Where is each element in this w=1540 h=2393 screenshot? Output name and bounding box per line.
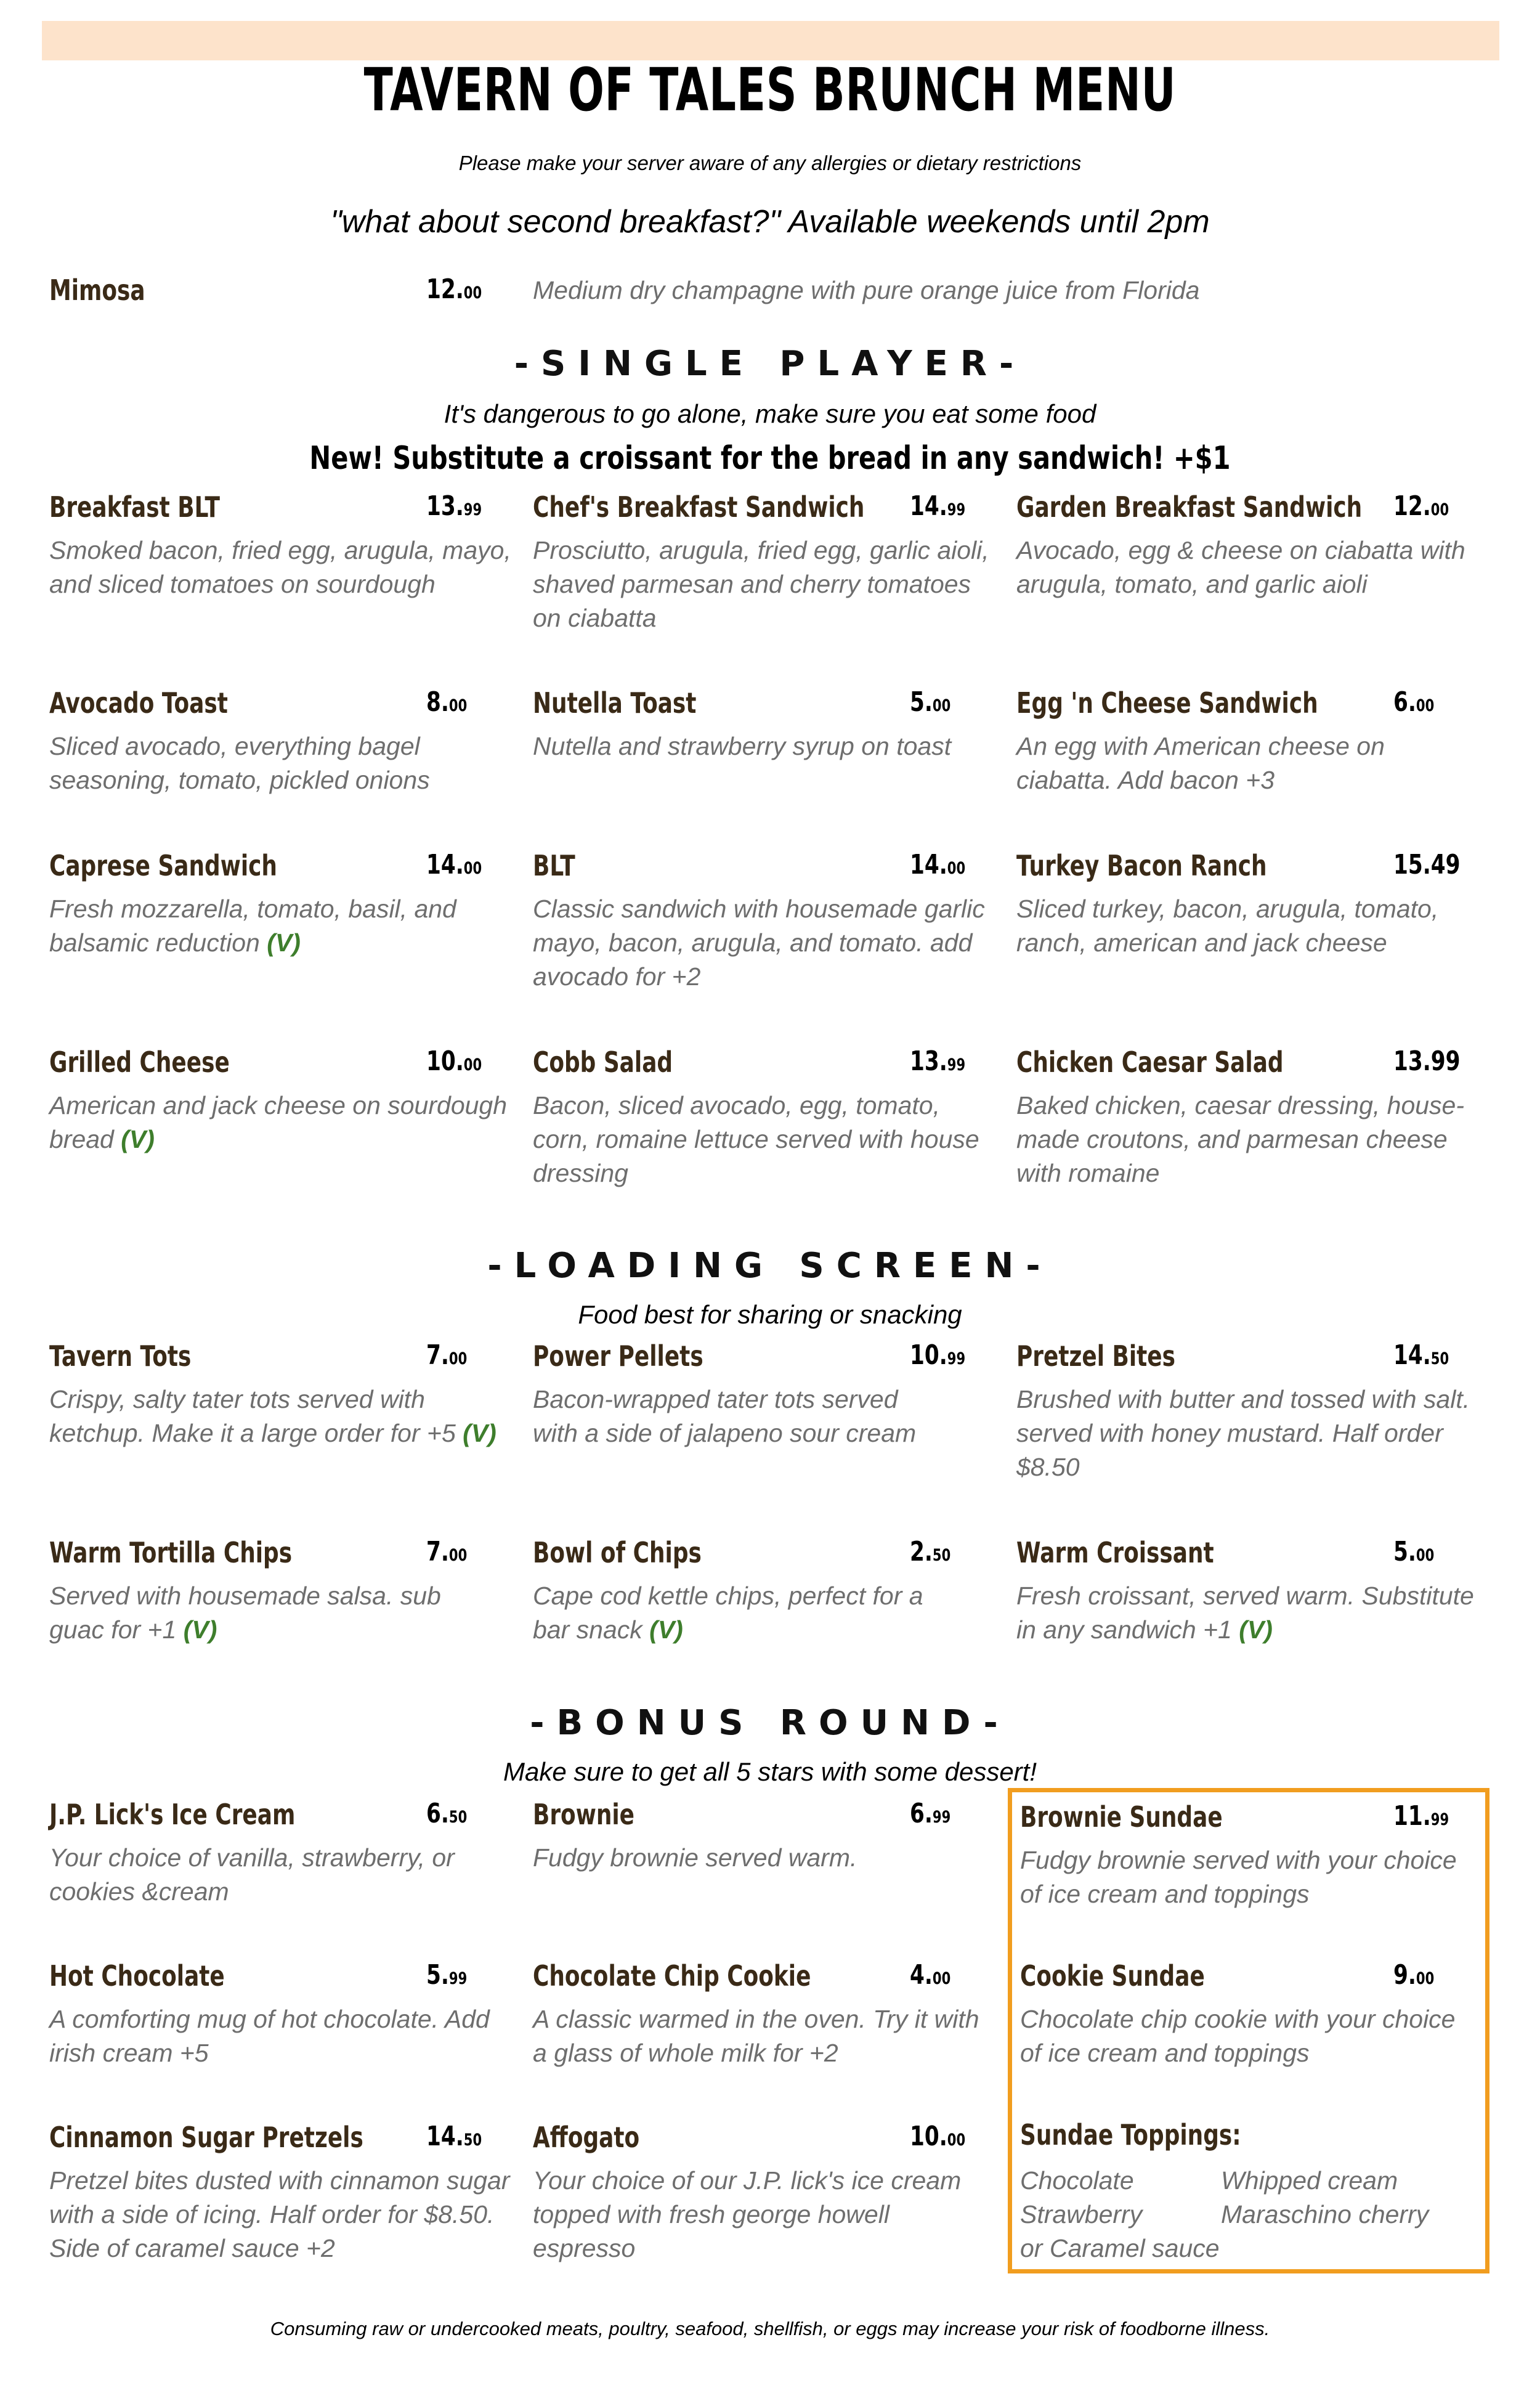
item-name: Nutella Toast (533, 686, 697, 720)
item-description: Crispy, salty tater tots served with ketchup. Make it a large order for +5 (V) (49, 1385, 496, 1447)
item-price: 14.50 (1393, 1339, 1449, 1371)
vegetarian-badge: (V) (649, 1615, 683, 1644)
item-price: 6.00 (1393, 686, 1435, 718)
item-name: Tavern Tots (49, 1339, 192, 1373)
item-description: Cape cod kettle chips, perfect for a bar snack (V) (533, 1582, 923, 1644)
vegetarian-badge: (V) (121, 1125, 155, 1153)
item-price: 5.00 (910, 686, 951, 718)
item-name: Bowl of Chips (533, 1536, 702, 1569)
item-description: Fudgy brownie served warm. (533, 1843, 857, 1872)
item-name: Mimosa (49, 274, 145, 307)
item-description: An egg with American cheese on ciabatta. Add bacon +3 (1016, 732, 1385, 794)
item-name: Chicken Caesar Salad (1016, 1046, 1284, 1079)
item-description: Brushed with butter and tossed with salt. served with honey mustard. Half order $8.50 (1016, 1385, 1470, 1481)
item-name: Egg 'n Cheese Sandwich (1016, 686, 1318, 720)
item-price: 10.00 (910, 2121, 966, 2152)
item-description: Served with housemade salsa. sub guac for +1 (V) (49, 1582, 441, 1644)
item-name: Warm Tortilla Chips (49, 1536, 293, 1569)
item-price: 2.50 (910, 1536, 951, 1567)
item-name: Caprese Sandwich (49, 849, 277, 882)
item-description: Sliced turkey, bacon, arugula, tomato, ranch, american and jack cheese (1016, 895, 1439, 957)
item-description: Avocado, egg & cheese on ciabatta with arugula, tomato, and garlic aioli (1016, 536, 1465, 598)
item-price: 5.99 (426, 1959, 468, 1991)
item-price: 4.00 (910, 1959, 951, 1991)
second-breakfast-note: "what about second breakfast?" Available weekends until 2pm (330, 204, 1210, 240)
item-price: 12.00 (426, 274, 482, 305)
item-name: Garden Breakfast Sandwich (1016, 490, 1363, 524)
foodborne-illness-warning: Consuming raw or undercooked meats, poultry, seafood, shellfish, or eggs may increase your risk of foodborne illness. (270, 2318, 1270, 2339)
item-description: Classic sandwich with housemade garlic mayo, bacon, arugula, and tomato. add avocado for +2 (533, 895, 985, 991)
vegetarian-badge: (V) (463, 1419, 496, 1447)
item-price: 14.50 (426, 2121, 482, 2152)
item-description: Pretzel bites dusted with cinnamon sugar with a side of icing. Half order for $8.50. Side of caramel sauce +2 (49, 2166, 510, 2262)
header-banner (42, 21, 1499, 60)
topping-item: Chocolate (1020, 2166, 1134, 2195)
topping-item: Whipped cream (1221, 2166, 1398, 2195)
item-description: Fresh croissant, served warm. Substitute in any sandwich +1 (V) (1016, 1582, 1474, 1644)
item-description: Smoked bacon, fried egg, arugula, mayo, and sliced tomatoes on sourdough (49, 536, 511, 598)
vegetarian-badge: (V) (183, 1615, 217, 1644)
item-name: Warm Croissant (1016, 1536, 1214, 1569)
item-price: 14.00 (426, 849, 482, 880)
item-price: 10.00 (426, 1046, 482, 1077)
section-heading-bonus-round: -BONUS ROUND- (530, 1703, 1010, 1743)
item-price: 5.00 (1393, 1536, 1435, 1567)
item-price: 8.00 (426, 686, 468, 718)
item-name: Brownie Sundae (1020, 1800, 1223, 1834)
menu-title: TAVERN OF TALES BRUNCH MENU (363, 55, 1177, 124)
item-price: 15.49 (1393, 849, 1461, 880)
item-name: Chocolate Chip Cookie (533, 1959, 811, 1993)
item-price: 9.00 (1393, 1959, 1435, 1991)
item-name: Cinnamon Sugar Pretzels (49, 2121, 363, 2154)
item-price: 12.00 (1393, 490, 1449, 522)
topping-item: Maraschino cherry (1221, 2200, 1429, 2228)
item-name: Turkey Bacon Ranch (1016, 849, 1267, 882)
croissant-promo: New! Substitute a croissant for the bread in any sandwich! +$1 (309, 440, 1231, 477)
item-description: Sliced avocado, everything bagel seasoning, tomato, pickled onions (49, 732, 430, 794)
item-price: 14.99 (910, 490, 966, 522)
item-description: Bacon-wrapped tater tots served with a side of jalapeno sour cream (533, 1385, 917, 1447)
item-name: Power Pellets (533, 1339, 703, 1373)
item-description: Fresh mozzarella, tomato, basil, and balsamic reduction (V) (49, 895, 456, 957)
item-name: Brownie (533, 1798, 635, 1831)
item-price: 10.99 (910, 1339, 966, 1371)
section-subtitle-loading-screen: Food best for sharing or snacking (578, 1300, 962, 1329)
topping-item: Strawberry (1020, 2200, 1143, 2228)
vegetarian-badge: (V) (267, 928, 301, 957)
section-heading-loading-screen: -LOADING SCREEN- (487, 1246, 1053, 1286)
item-name: Affogato (533, 2121, 640, 2154)
item-description: American and jack cheese on sourdough bread (V) (49, 1091, 508, 1153)
item-price: 14.00 (910, 849, 966, 880)
item-description: Your choice of our J.P. lick's ice cream topped with fresh george howell espresso (533, 2166, 962, 2262)
item-price: 11.99 (1393, 1800, 1449, 1832)
item-description: A comforting mug of hot chocolate. Add irish cream +5 (49, 2005, 490, 2067)
item-price: 7.00 (426, 1339, 468, 1371)
topping-item: or Caramel sauce (1020, 2234, 1220, 2262)
item-description: Baked chicken, caesar dressing, house-made croutons, and parmesan cheese with romaine (1016, 1091, 1465, 1187)
item-name: Chef's Breakfast Sandwich (533, 490, 865, 524)
sundae-toppings-heading: Sundae Toppings: (1020, 2118, 1241, 2151)
item-price: 6.50 (426, 1798, 468, 1829)
vegetarian-badge: (V) (1239, 1615, 1273, 1644)
section-subtitle-single-player: It's dangerous to go alone, make sure you eat some food (444, 399, 1096, 428)
item-name: Avocado Toast (49, 686, 228, 720)
item-description: Medium dry champagne with pure orange juice from Florida (533, 276, 1200, 304)
item-description: Prosciutto, arugula, fried egg, garlic aioli, shaved parmesan and cherry tomatoes on ciabatta (533, 536, 989, 632)
item-name: Grilled Cheese (49, 1046, 230, 1079)
item-name: J.P. Lick's Ice Cream (49, 1798, 296, 1831)
item-price: 13.99 (1393, 1046, 1461, 1077)
item-name: Cookie Sundae (1020, 1959, 1205, 1993)
item-name: Hot Chocolate (49, 1959, 225, 1993)
item-description: Bacon, sliced avocado, egg, tomato, corn, romaine lettuce served with house dressing (533, 1091, 979, 1187)
item-name: Pretzel Bites (1016, 1339, 1175, 1373)
item-price: 13.99 (426, 490, 482, 522)
item-description: Your choice of vanilla, strawberry, or cookies &cream (49, 1843, 455, 1906)
item-description: Nutella and strawberry syrup on toast (533, 732, 952, 760)
allergy-note: Please make your server aware of any allergies or dietary restrictions (458, 152, 1082, 174)
item-name: BLT (533, 849, 575, 882)
section-heading-single-player: -SINGLE PLAYER- (514, 344, 1026, 384)
item-name: Breakfast BLT (49, 490, 221, 524)
section-subtitle-bonus-round: Make sure to get all 5 stars with some dessert! (503, 1757, 1037, 1786)
item-price: 7.00 (426, 1536, 468, 1567)
item-price: 13.99 (910, 1046, 966, 1077)
item-name: Cobb Salad (533, 1046, 673, 1079)
item-description: A classic warmed in the oven. Try it with a glass of whole milk for +2 (533, 2005, 979, 2067)
item-description: Chocolate chip cookie with your choice of ice cream and toppings (1020, 2005, 1456, 2067)
item-description: Fudgy brownie served with your choice of ice cream and toppings (1020, 1846, 1457, 1908)
item-price: 6.99 (910, 1798, 951, 1829)
